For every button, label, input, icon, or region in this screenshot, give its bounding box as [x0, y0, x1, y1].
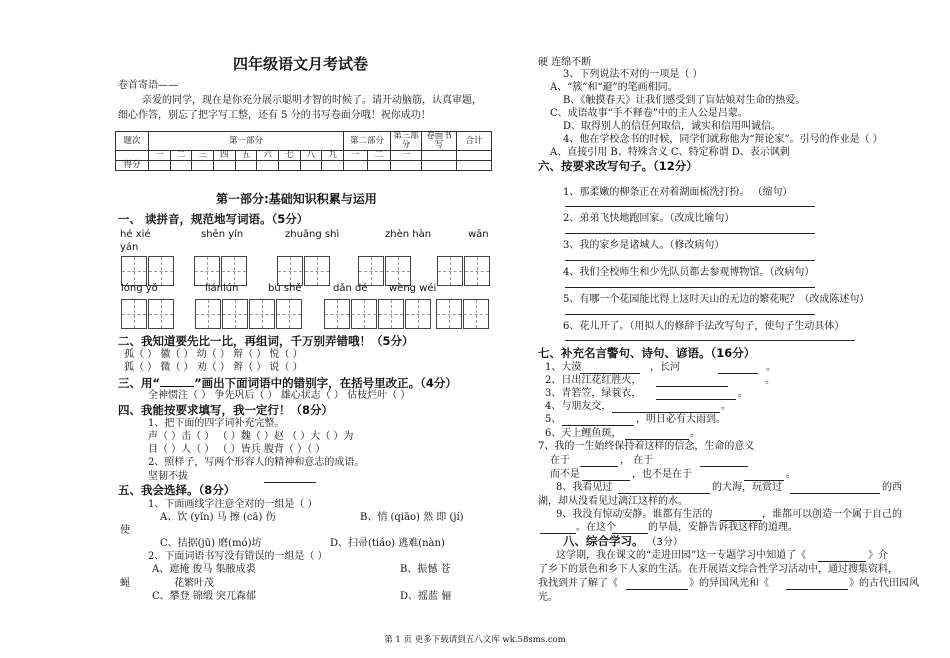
tianzi-grid-6[interactable] — [121, 299, 175, 329]
tianzi-grid-1[interactable] — [121, 256, 175, 286]
answer-line[interactable] — [565, 233, 815, 234]
pinyin: zhèn hàn — [385, 229, 432, 240]
answer-line[interactable] — [264, 482, 316, 483]
answer-line[interactable] — [562, 425, 634, 426]
q5-text: 使 — [120, 525, 130, 536]
score-cell[interactable] — [257, 161, 279, 171]
answer-line[interactable] — [565, 287, 815, 288]
q5-text: 蝇 — [120, 578, 130, 589]
q3-row-1: 全神惯注（ ） 争先巩后（ ） 雄心状志（ ） 估枝烂叶（ ） — [148, 390, 411, 401]
score-cell[interactable] — [213, 161, 235, 171]
score-col: 七 — [278, 151, 300, 161]
q8-text: 了乡下的景色和乡下人家的生活。在开展语文综合性学习活动中，通过搜集资料， — [538, 564, 898, 575]
answer-line[interactable] — [565, 314, 815, 315]
q5-opt-b: B、悄 (qiāo) 然 即 (jí) — [360, 512, 464, 523]
answer-line[interactable] — [718, 373, 758, 374]
score-cell[interactable] — [367, 161, 391, 171]
pinyin: zhuǎng shì — [285, 229, 340, 240]
q5-opt-d: D、扫帚(tiáo) 逃难(nàn) — [330, 538, 445, 549]
q7-text: 3、青箬笠，绿蓑衣， — [545, 388, 642, 399]
answer-line[interactable] — [582, 480, 630, 481]
q4-sub-1: 1、把下面的四字词补充完整。 — [148, 418, 285, 429]
q8-text: 这学期，我在课文的“走进田园”这一专题学习中知道了《 — [556, 550, 807, 561]
q8-text: 光。 — [538, 592, 558, 603]
exam-title: 四年级语文月考试卷 — [233, 55, 369, 73]
answer-line[interactable] — [565, 340, 855, 341]
score-col: 三 — [192, 151, 214, 161]
score-header: 第三部分 — [391, 132, 422, 151]
q7-text: 。 — [721, 401, 731, 412]
pinyin: wèng wéi — [389, 283, 437, 294]
q7-text: 而不是 — [550, 469, 580, 480]
score-cell[interactable] — [457, 161, 492, 171]
greeting-line-2: 细心作答，别忘了把字写工整，还有 5 分的书写卷面分哦！祝你成功！ — [118, 110, 431, 121]
q7-text: 。 — [786, 469, 796, 480]
q4-sub-2: 2、照样子，写两个形容人的精神和意志的成语。 — [148, 457, 365, 468]
greeting-label: 卷首寄语—— — [118, 80, 178, 91]
q8-text: 》的异国风光和《 — [689, 578, 769, 589]
q7-text: 6、天上鲤鱼斑， — [545, 428, 622, 439]
score-cell[interactable] — [391, 161, 422, 171]
q7-text: 7、我的一生始终保持着这样的信念，生命的意义 — [538, 441, 755, 452]
q6-sub: 2、弟弟飞快地跑回家。（改成比喻句） — [563, 213, 735, 224]
score-col: 五 — [235, 151, 257, 161]
q7-text: 8、我看见过 — [556, 482, 613, 493]
q5-opt-a: A、饮 (yǐn) 马 擦 (cā) 伤 — [160, 512, 276, 523]
answer-line[interactable] — [786, 589, 848, 590]
q5-opt-b: B、《触摸春天》让我们感受到了盲姑娘对生命的热爱。 — [563, 95, 806, 106]
score-col: 二 — [170, 151, 192, 161]
score-header: 合计 — [457, 132, 492, 151]
q2-row-1: 孤（ ） 徽（ ） 幼（ ） 辩（ ） 悦（ ） — [124, 349, 303, 360]
q7-text: 2、日出江花红胜火， — [545, 375, 642, 386]
q6-sub: 4、我们全校师生和少先队员都去参观博物馆。（改病句） — [563, 267, 815, 278]
answer-line[interactable] — [612, 412, 720, 413]
q5-sub-3: 3、下列说法不对的一项是（ ） — [563, 69, 703, 80]
score-cell[interactable] — [192, 161, 214, 171]
q7-text: 在于 — [550, 455, 570, 466]
q5-sub-2: 2、下面词语书写没有错误的一组是（ ） — [148, 551, 328, 562]
q3-title: 三、用“ ”画出下面词语中的错别字，在括号里改正。（4分） — [118, 376, 457, 390]
q7-text: ，也不是在于 — [632, 469, 692, 480]
q2-title: 二、我知道要先比一比，再组词，千万别弄错哦！（5分） — [118, 334, 414, 348]
q4-sub-1-row: 声（ ）击（ ） （ ）魏（ ）赵 （ ）大（ ）为 — [148, 431, 354, 442]
q5-opt-c: C、拮据(jū) 磨(mó)坊 — [160, 538, 262, 549]
q5-opt-c: C、攀登 锦缎 突兀森郁 — [152, 591, 257, 602]
pinyin: shēn yín — [201, 229, 244, 240]
q7-text: 。 — [690, 428, 700, 439]
q5-opt-b: B、振憾 苍 — [400, 564, 451, 575]
answer-line[interactable] — [656, 399, 736, 400]
answer-line[interactable] — [818, 561, 866, 562]
pinyin: yán — [120, 242, 139, 253]
answer-line[interactable] — [790, 493, 880, 494]
q7-text: ，谁都可以创造一个属于自己的 — [762, 509, 902, 520]
score-header: 第二部分 — [344, 132, 391, 151]
tianzi-grid-3[interactable] — [277, 256, 331, 286]
pinyin: wān — [468, 229, 489, 240]
q6-sub: 1、那柔嫩的柳条正在对着湖面梳洗打扮。 （缩句） — [563, 187, 793, 198]
answer-line[interactable] — [744, 480, 784, 481]
q5-sub-4-options: A、直接引用 B、特殊含义 C、特定称谓 D、表示讽刺 — [550, 147, 790, 158]
pinyin: hé xié — [120, 229, 151, 240]
page-footer: 第 1 页 更多下载请到五八文库 wk.58sms.com — [384, 635, 566, 645]
q5-text: 硬 连绵不断 — [538, 57, 592, 68]
q7-text: ，明日必有大雨到。 — [636, 414, 726, 425]
score-cell[interactable] — [322, 161, 344, 171]
score-row-label: 得分 — [116, 161, 149, 171]
answer-line[interactable] — [656, 386, 728, 387]
q7-text: 湖，却从没看见过漓江这样的水。 — [538, 496, 688, 507]
score-col: 二 — [367, 151, 391, 161]
greeting-line-1: 亲爱的同学，现在是你充分展示聪明才智的时候了。请开动脑筋，认真审题， — [142, 95, 482, 106]
q5-opt-d: D、取得别人的信任何取信，诚实和信用叫诚信。 — [563, 121, 782, 132]
answer-line[interactable] — [565, 260, 815, 261]
q5-sub-4: 4、他在学校念书的时候，同学们就称他为“辩论家”。引号的作业是（ ） — [563, 134, 883, 145]
score-header: 题次 — [116, 132, 149, 151]
q7-text: 。在这个 — [576, 522, 616, 533]
q6-sub: 5、有哪一个花园能比得上这时天山的无边的繁花呢？（改成陈述句） — [563, 294, 870, 305]
q8-title: 八、综合学习。 （3分） — [563, 534, 683, 548]
q5-opt-a: A、“簇”和“避”的笔画相同。 — [550, 82, 678, 93]
tianzi-grid-4[interactable] — [358, 256, 412, 286]
score-cell[interactable] — [235, 161, 257, 171]
q1-title: 一、 读拼音，规范地写词语。（5分） — [118, 212, 309, 226]
answer-line[interactable] — [700, 466, 748, 467]
q8-text: 》介 — [868, 550, 888, 561]
q6-title: 六、按要求改写句子。（12分） — [538, 159, 698, 173]
pinyin: liánlún — [205, 283, 239, 294]
q5-opt-c: C、成语故事“手不释卷”中的主人公是吕蒙。 — [550, 108, 748, 119]
q7-text: 的西 — [882, 482, 902, 493]
score-col: 四 — [213, 151, 235, 161]
underline-blank — [160, 376, 194, 387]
score-header: 卷面书写 — [422, 132, 457, 151]
part1-title: 第一部分:基础知识积累与运用 — [216, 192, 377, 206]
score-col: 一 — [149, 151, 171, 161]
q8-text: 》的古代田园风 — [849, 578, 919, 589]
q7-text: 5、 — [545, 414, 562, 425]
q7-title: 七、补充名言警句、诗句、谚语。（16分） — [538, 346, 756, 360]
q7-text: 的早晨，安静告诉我这样的道理。 — [648, 522, 798, 533]
answer-line[interactable] — [618, 493, 710, 494]
q7-text: 的大海，玩赏过 — [712, 482, 782, 493]
score-cell[interactable] — [278, 161, 300, 171]
score-table — [115, 131, 492, 171]
pinyin: dǎn dé — [333, 283, 368, 294]
answer-line[interactable] — [580, 373, 640, 374]
q7-text: 4、与朋友交， — [545, 401, 612, 412]
tianzi-grid-2[interactable] — [194, 256, 248, 286]
q7-text: ，长河 — [650, 362, 680, 373]
q7-text: 。 — [738, 388, 748, 399]
answer-line[interactable] — [565, 206, 815, 207]
answer-line[interactable] — [625, 439, 689, 440]
score-col: 一 — [391, 151, 422, 161]
q6-sub: 3、我的家乡是诸城人。（修改病句） — [563, 240, 725, 251]
q5-title: 五、我会选择。（8分） — [118, 483, 236, 497]
q5-text: 花繁叶茂 — [174, 578, 214, 589]
score-col: 九 — [322, 151, 344, 161]
score-cell[interactable] — [344, 161, 368, 171]
score-header: 第一部分 — [149, 132, 344, 151]
q7-text: 。 — [766, 362, 776, 373]
pinyin: lóng yǒ — [121, 283, 158, 294]
q7-text: 1、大漠 — [545, 362, 582, 373]
score-cell[interactable] — [300, 161, 322, 171]
score-cell[interactable] — [149, 161, 171, 171]
q5-opt-a: A、遮掩 俊马 集腋成裘 — [152, 564, 256, 575]
score-cell[interactable] — [170, 161, 192, 171]
tianzi-grid-9[interactable] — [436, 299, 490, 329]
q4-sub-1-row2: 目（ ）人（ ） （ ）皆兵 腹背（ ）（ ） — [148, 444, 326, 455]
q8-text: 我找到并了解了《 — [538, 578, 618, 589]
q4-title: 四、我能按要求填写，我一定行！（8分） — [118, 403, 333, 417]
tianzi-grid-8[interactable] — [324, 299, 432, 329]
score-col: 八 — [300, 151, 322, 161]
tianzi-grid-5[interactable] — [437, 256, 491, 286]
q7-text: ， 在于 — [620, 455, 654, 466]
q5-opt-d: D、摇蓝 俪 — [400, 591, 452, 602]
answer-line[interactable] — [580, 466, 618, 467]
score-cell[interactable] — [422, 161, 457, 171]
pinyin: bú shě — [268, 283, 302, 294]
tianzi-grid-7[interactable] — [195, 299, 303, 329]
q7-text: 。 — [765, 375, 775, 386]
score-col: 六 — [257, 151, 279, 161]
answer-line[interactable] — [626, 589, 688, 590]
score-col: 一 — [344, 151, 368, 161]
q5-sub-1: 1、下面画线字注意全对的一组是（ ） — [148, 499, 318, 510]
q7-text: 9、我没有惊动安静。谁都有生活的 — [556, 509, 713, 520]
q6-sub: 6、花儿开了。（用拟人的修辞手法改写句子，使句子生动具体） — [563, 321, 845, 332]
q2-row-2: 狐（ ） 微（ ） 劝（ ） 辫（ ） 说（ ） — [124, 362, 303, 373]
answer-line[interactable] — [720, 520, 762, 521]
q4-example: 坚韧不拔 — [148, 471, 188, 482]
